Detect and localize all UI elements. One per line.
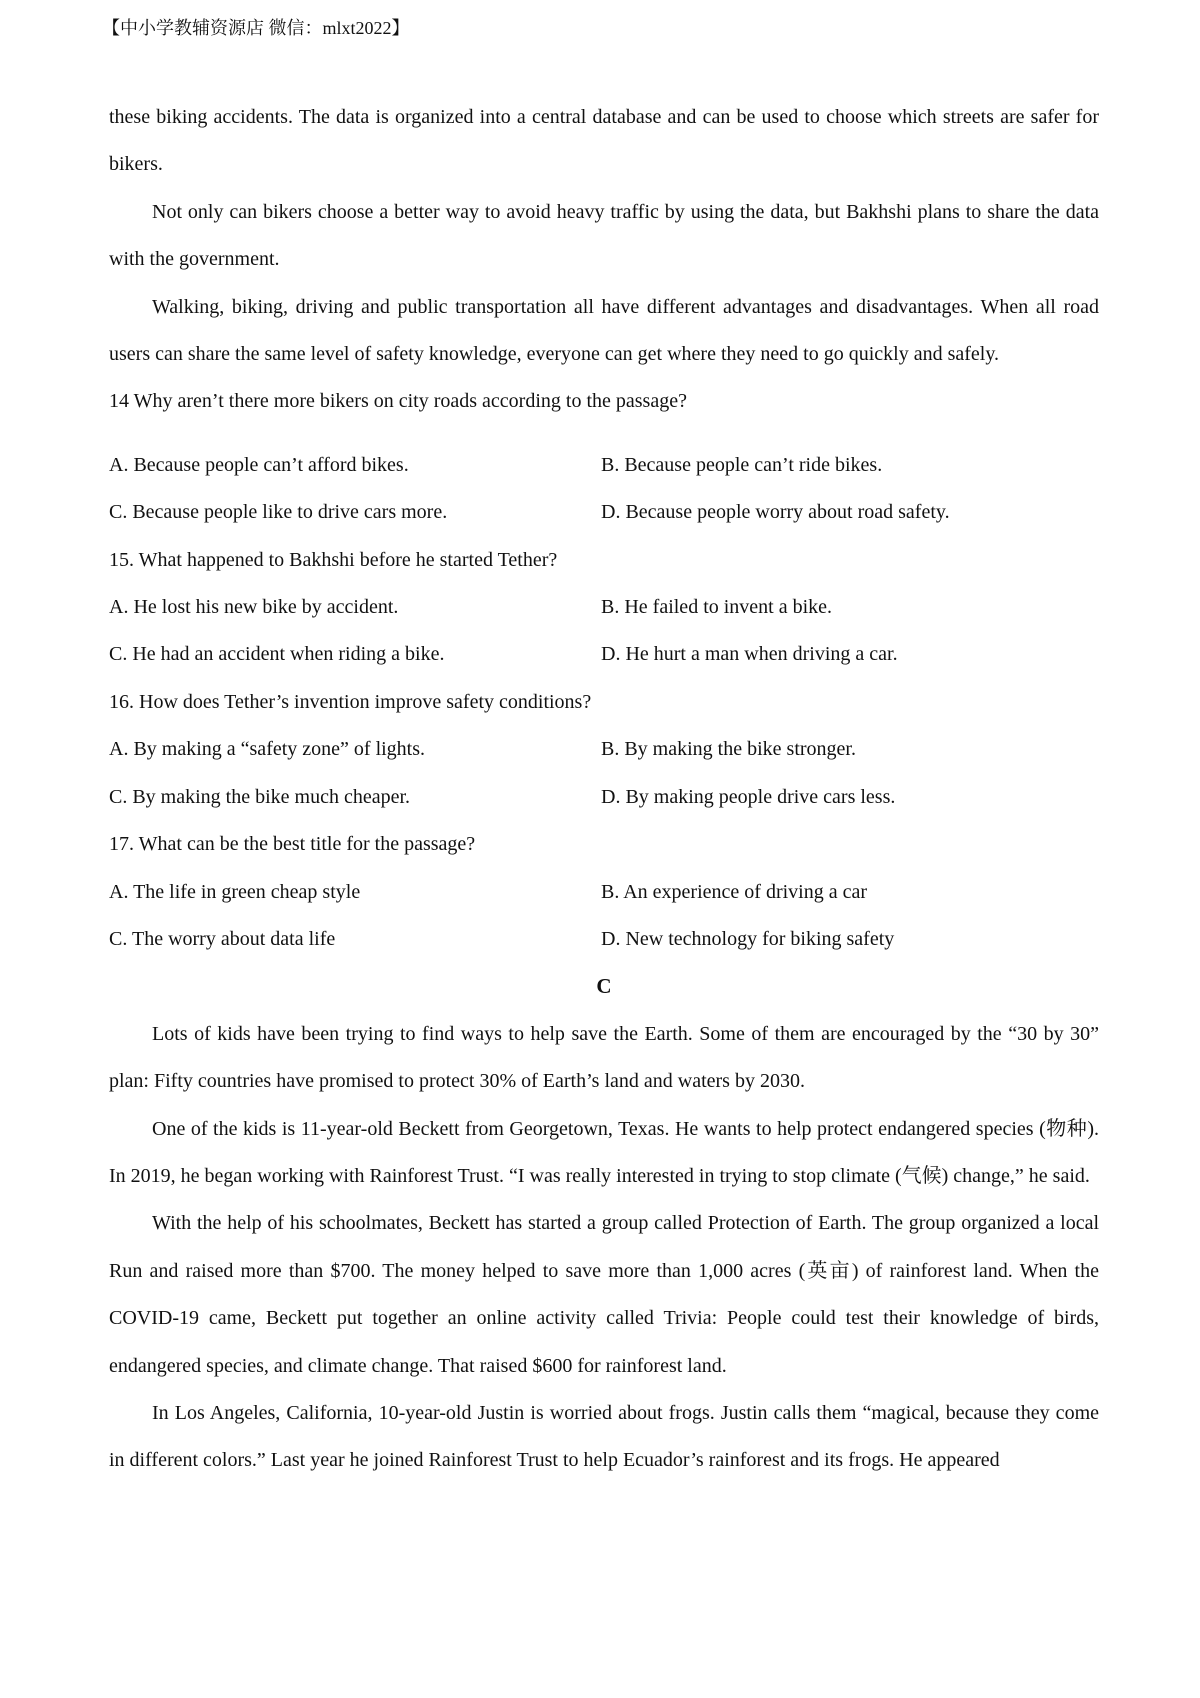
option-c: C. The worry about data life bbox=[109, 927, 336, 950]
passage-paragraph: Not only can bikers choose a better way to avoid heavy traffic by using the data, but Bakhshi plans to share the data with the government. bbox=[109, 200, 1099, 271]
options-row bbox=[109, 916, 1099, 963]
passage-paragraph: these biking accidents. The data is organized into a central database and can be used to choose which streets are safer for bikers. bbox=[109, 106, 1099, 176]
options-row bbox=[109, 726, 1099, 773]
option-a: A. Because people can’t afford bikes. bbox=[109, 453, 409, 476]
question-stem-15: 15. What happened to Bakhshi before he started Tether? bbox=[109, 548, 558, 571]
options-row bbox=[109, 489, 1099, 536]
option-a: A. The life in green cheap style bbox=[109, 880, 361, 903]
option-c: C. Because people like to drive cars more. bbox=[109, 501, 448, 524]
question-stem-16: 16. How does Tether’s invention improve safety conditions? bbox=[109, 690, 592, 713]
option-b: B. Because people can’t ride bikes. bbox=[601, 453, 883, 476]
option-d: D. Because people worry about road safety. bbox=[601, 501, 950, 524]
passage-paragraph: In Los Angeles, California, 10-year-old Justin is worried about frogs. Justin calls them “magical, because they come in different colors.” Last year he joined Rainforest Trust to help Ecuador’s rainforest and its frogs. He appeared bbox=[109, 1401, 1099, 1472]
option-b: B. He failed to invent a bike. bbox=[601, 596, 833, 619]
options-row bbox=[109, 869, 1099, 916]
option-d: D. By making people drive cars less. bbox=[601, 785, 896, 808]
option-d: D. New technology for biking safety bbox=[601, 927, 895, 950]
option-d: D. He hurt a man when driving a car. bbox=[601, 643, 898, 666]
option-c: C. By making the bike much cheaper. bbox=[109, 785, 411, 808]
passage-paragraph: Walking, biking, driving and public transportation all have different advantages and disadvantages. When all road users can share the same level of safety knowledge, everyone can get where they need to go quickly and safely. bbox=[109, 295, 1099, 366]
options-row bbox=[109, 774, 1099, 821]
option-b: B. An experience of driving a car bbox=[601, 880, 868, 903]
section-heading-c: C bbox=[596, 974, 612, 999]
question-stem-14: 14 Why aren’t there more bikers on city roads according to the passage? bbox=[109, 390, 687, 413]
options-row bbox=[109, 631, 1099, 678]
page-header: 【中小学教辅资源店 微信：mlxt2022】 bbox=[102, 18, 410, 38]
passage-paragraph: With the help of his schoolmates, Beckett has started a group called Protection of Earth. The group organized a local Run and raised more than $700. The money helped to save more than 1,000 acres (英亩) of rainforest land. When the COVID-19 came, Beckett put together an online activity called Trivia: People could test their knowledge of birds, endangered species, and climate change. That raised $600 for rainforest land. bbox=[109, 1212, 1099, 1377]
passage-paragraph: Lots of kids have been trying to find ways to help save the Earth. Some of them are encouraged by the “30 by 30” plan: Fifty countries have promised to protect 30% of Earth’s land and waters by 2030. bbox=[109, 1022, 1099, 1093]
options-row bbox=[109, 442, 1099, 489]
page-content bbox=[109, 94, 1099, 1485]
option-a: A. He lost his new bike by accident. bbox=[109, 596, 399, 619]
question-stem-17: 17. What can be the best title for the passage? bbox=[109, 833, 476, 856]
options-row bbox=[109, 584, 1099, 631]
option-a: A. By making a “safety zone” of lights. bbox=[109, 738, 426, 761]
option-b: B. By making the bike stronger. bbox=[601, 738, 856, 761]
passage-paragraph: One of the kids is 11-year-old Beckett from Georgetown, Texas. He wants to help protect endangered species (物种). In 2019, he began working with Rainforest Trust. “I was really interested in trying to stop climate (气候) change,” he said. bbox=[109, 1117, 1099, 1187]
option-c: C. He had an accident when riding a bike. bbox=[109, 643, 445, 666]
